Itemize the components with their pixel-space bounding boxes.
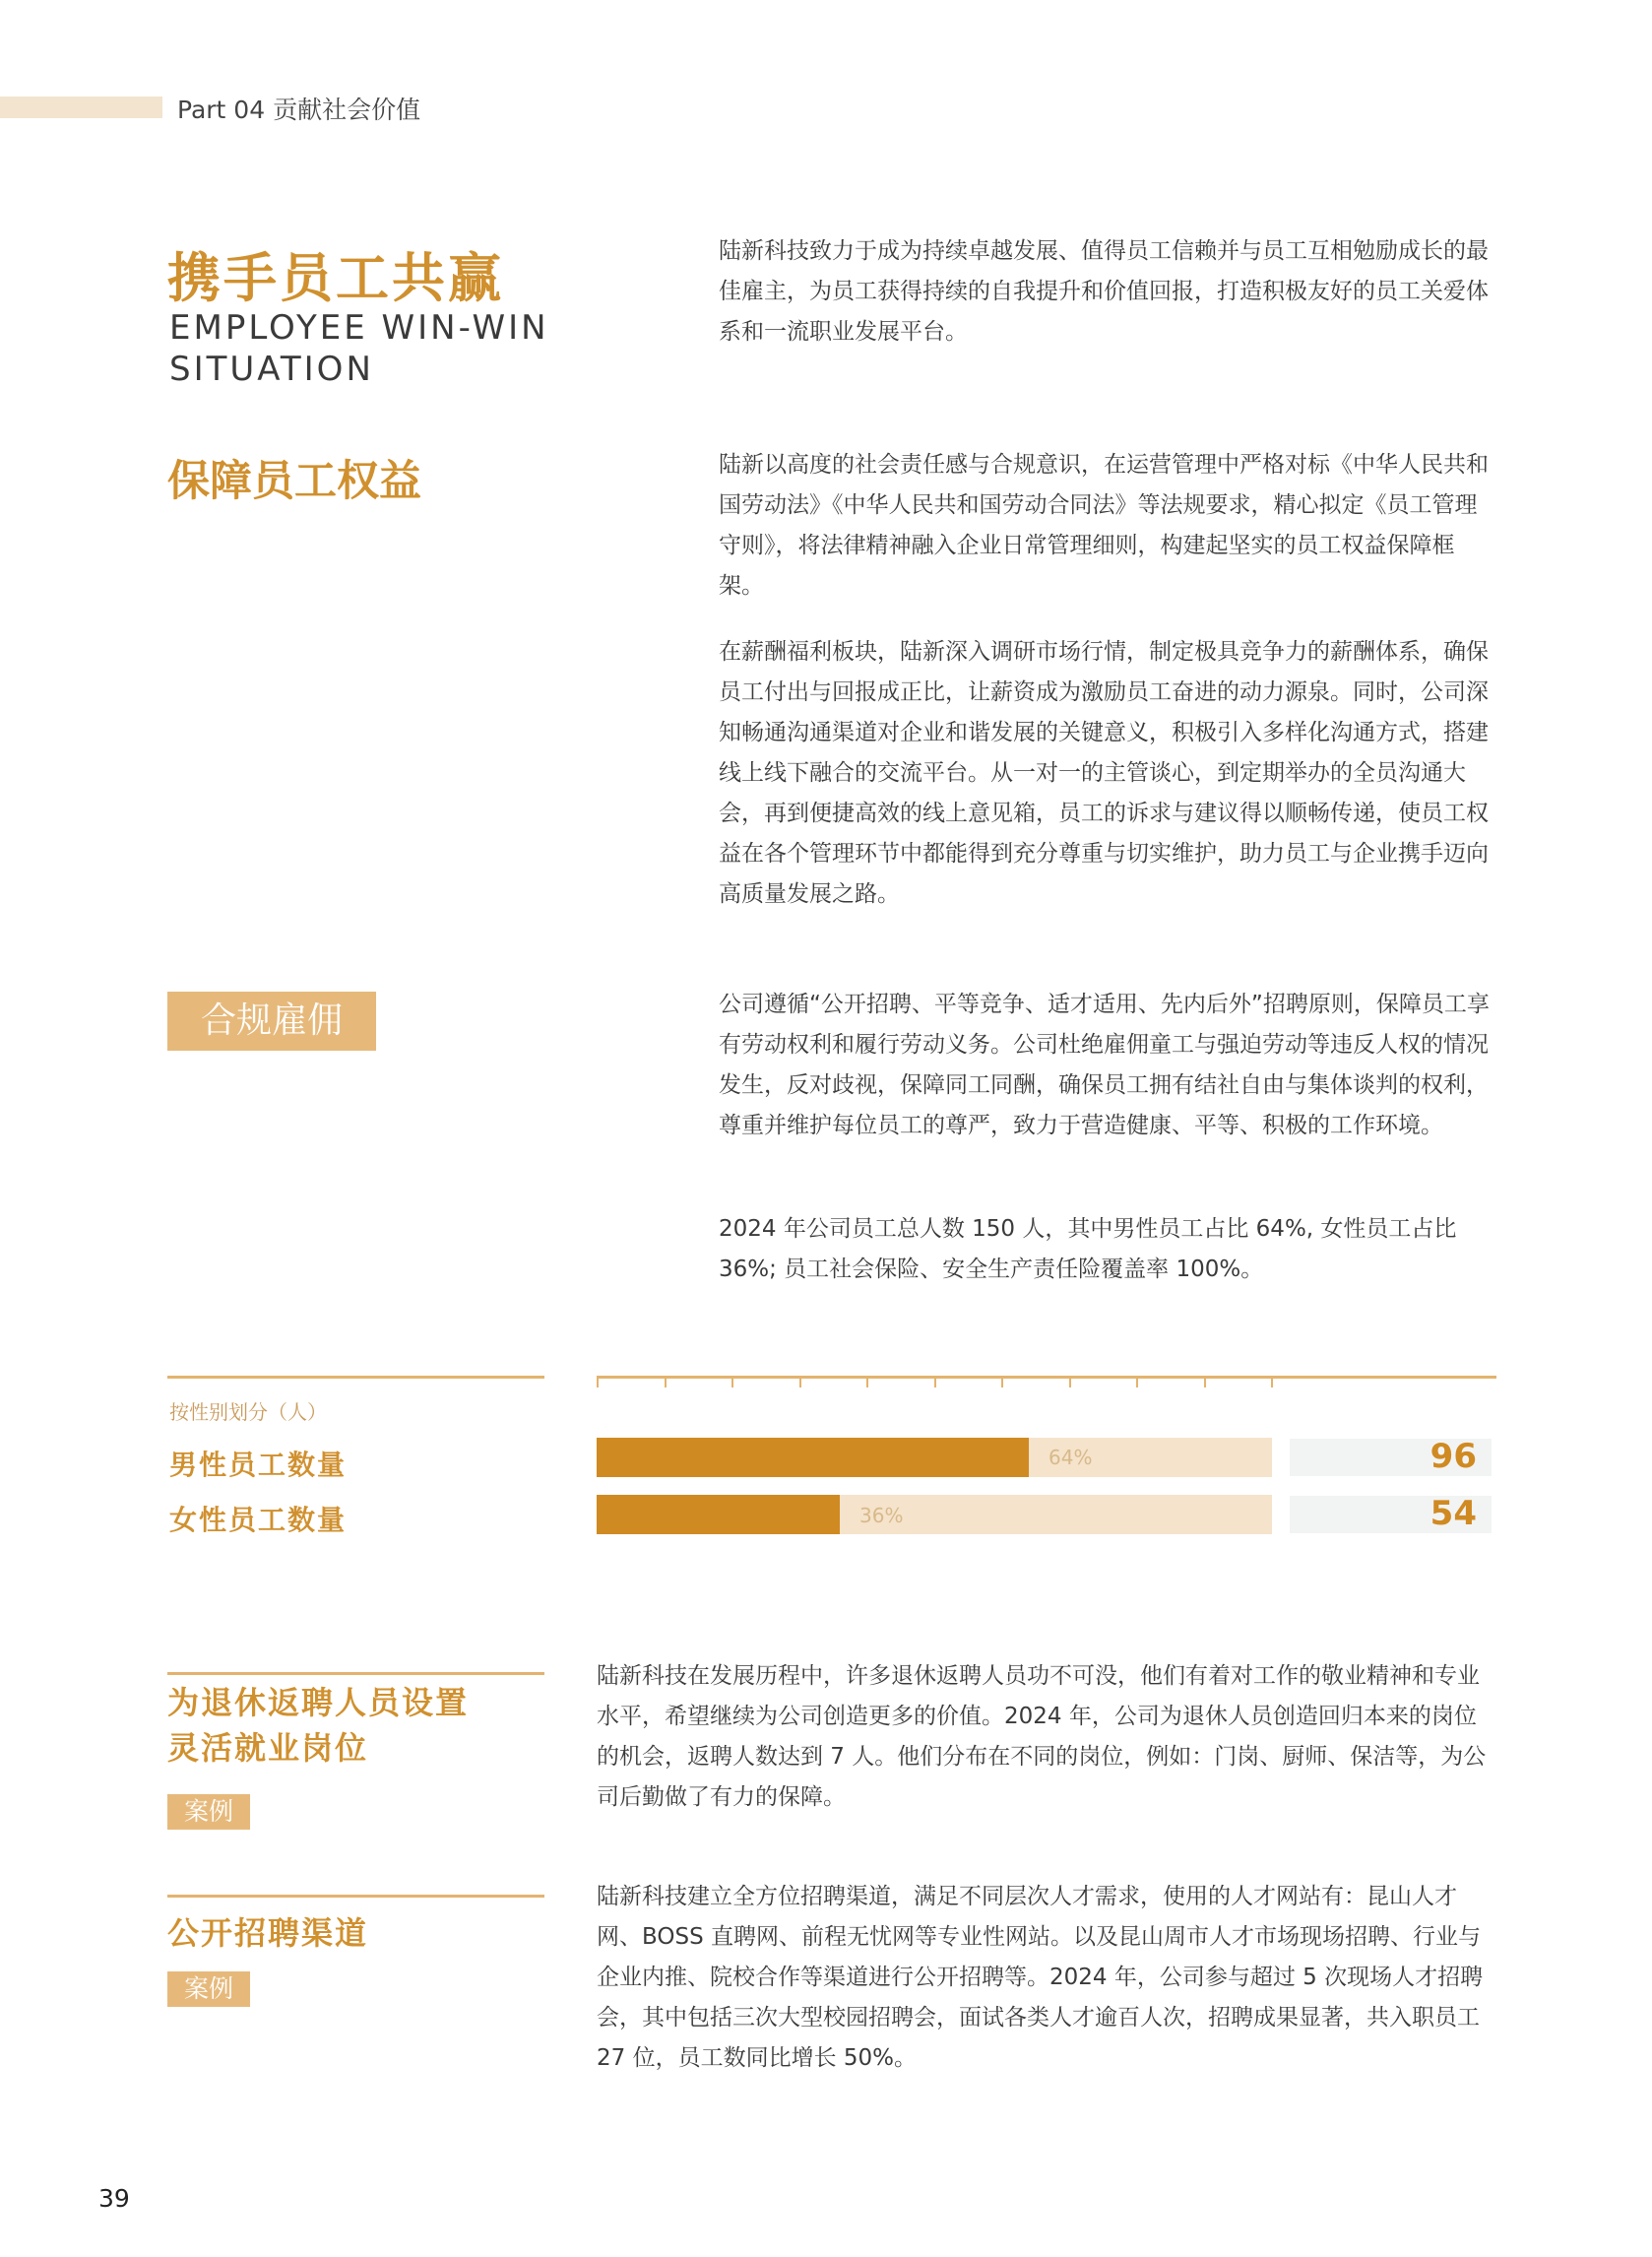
rights-paragraph-1: 陆新以高度的社会责任感与合规意识，在运营管理中严格对标《中华人民共和国劳动法》《中华人民共和国劳动合同法》等法规要求，精心拟定《员工管理守则》，将法律精神融入企业日常管理细则，构建起坚实的员工权益保障框架。	[719, 452, 1489, 599]
chart-rule-left	[167, 1376, 544, 1379]
case-title-line1: 公开招聘渠道	[167, 1914, 369, 1952]
case-tag: 案例	[167, 1971, 250, 2007]
case-title	[167, 1680, 469, 1771]
chart-tick	[934, 1376, 936, 1387]
case-tag: 案例	[167, 1794, 250, 1830]
chart-tick	[866, 1376, 868, 1387]
rights-title: 保障员工权益	[167, 457, 421, 506]
section-title-en-line1: EMPLOYEE WIN-WIN	[169, 308, 549, 348]
page-number: 39	[98, 2184, 130, 2213]
section-title-en-line2: SITUATION	[169, 350, 374, 389]
case-rule	[167, 1895, 544, 1898]
chart-tick	[1271, 1376, 1273, 1387]
hiring-paragraph-1: 公司遵循“公开招聘、平等竞争、适才适用、先内后外”招聘原则，保障员工享有劳动权利和履行劳动义务。公司杜绝雇佣童工与强迫劳动等违反人权的情况发生，反对歧视，保障同工同酬，确保员工拥有结社自由与集体谈判的权利，尊重并维护每位员工的尊严，致力于营造健康、平等、积极的工作环境。	[719, 992, 1490, 1138]
hiring-badge: 合规雇佣	[167, 992, 376, 1051]
case-title-line2: 灵活就业岗位	[167, 1729, 369, 1767]
section-title-cn: 携手员工共赢	[167, 247, 504, 309]
header-title: 贡献社会价值	[273, 96, 421, 124]
running-header	[177, 91, 420, 126]
chart-category-label: 男性员工数量	[169, 1449, 348, 1481]
rights-paragraph-2: 在薪酬福利板块，陆新深入调研市场行情，制定极具竞争力的薪酬体系，确保员工付出与回报成正比，让薪资成为激励员工奋进的动力源泉。同时，公司深知畅通沟通渠道对企业和谐发展的关键意义，积极引入多样化沟通方式，搭建线上线下融合的交流平台。从一对一的主管谈心，到定期举办的全员沟通大会，再到便捷高效的线上意见箱，员工的诉求与建议得以顺畅传递，使员工权益在各个管理环节中都能得到充分尊重与切实维护，助力员工与企业携手迈向高质量发展之路。	[719, 639, 1489, 907]
chart-tick	[731, 1376, 733, 1387]
chart-tick	[1204, 1376, 1206, 1387]
chart-tick	[597, 1376, 599, 1387]
chart-tick	[1069, 1376, 1071, 1387]
chart-title: 按性别划分（人）	[169, 1400, 327, 1424]
chart-tick	[799, 1376, 801, 1387]
bar-value-label: 54	[1430, 1494, 1477, 1533]
header-part: Part 04	[177, 96, 266, 124]
bar-value-label: 96	[1430, 1437, 1477, 1476]
case-text-retiree: 陆新科技在发展历程中，许多退休返聘人员功不可没，他们有着对工作的敬业精神和专业水平，希望继续为公司创造更多的价值。2024 年，公司为退休人员创造回归本来的岗位的机会，返聘人数达到 7 人。他们分布在不同的岗位，例如：门岗、厨师、保洁等，为公司后勤做了有力的保障。	[597, 1663, 1487, 1810]
section-title-en	[169, 307, 622, 390]
bar-female	[597, 1495, 840, 1534]
bar-percent-label: 36%	[859, 1504, 904, 1527]
header-accent-bar	[0, 97, 162, 118]
case-title-line1: 为退休返聘人员设置	[167, 1684, 470, 1721]
section-intro: 陆新科技致力于成为持续卓越发展、值得员工信赖并与员工互相勉励成长的最佳雇主，为员工获得持续的自我提升和价值回报，打造积极友好的员工关爱体系和一流职业发展平台。	[719, 238, 1489, 345]
hiring-paragraph-2: 2024 年公司员工总人数 150 人，其中男性员工占比 64%, 女性员工占比 36%; 员工社会保险、安全生产责任险覆盖率 100%。	[719, 1216, 1457, 1282]
bar-male	[597, 1438, 1029, 1477]
case-title	[167, 1910, 368, 1956]
chart-category-label: 女性员工数量	[169, 1504, 348, 1536]
case-rule	[167, 1672, 544, 1675]
case-text-recruitment: 陆新科技建立全方位招聘渠道，满足不同层次人才需求，使用的人才网站有：昆山人才网、BOSS 直聘网、前程无忧网等专业性网站。以及昆山周市人才市场现场招聘、行业与企业内推、院校合作等渠道进行公开招聘等。2024 年，公司参与超过 5 次现场人才招聘会，其中包括三次大型校园招聘会，面试各类人才逾百人次，招聘成果显著，共入职员工 27 位，员工数同比增长 50%。	[597, 1884, 1484, 2071]
chart-tick	[1001, 1376, 1003, 1387]
chart-tick	[1136, 1376, 1138, 1387]
bar-percent-label: 64%	[1048, 1446, 1093, 1469]
chart-tick	[665, 1376, 667, 1387]
